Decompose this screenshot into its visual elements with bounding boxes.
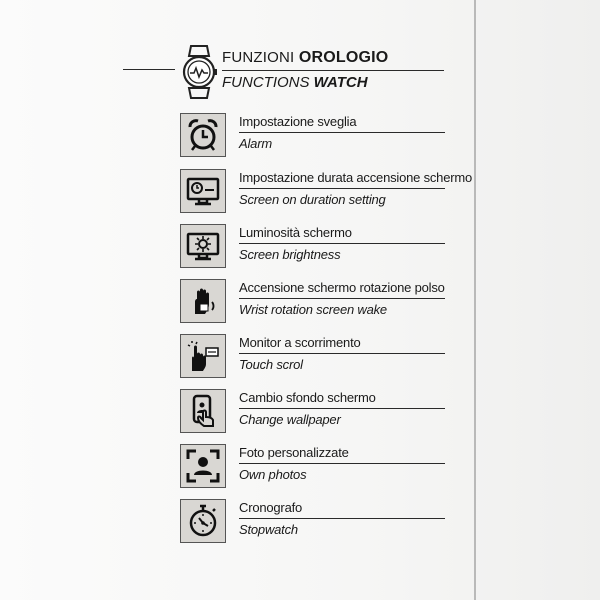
function-label-italian: Impostazione sveglia xyxy=(239,114,357,129)
function-icon-box xyxy=(180,113,226,157)
header-subtitle xyxy=(222,74,368,91)
wrist-rotation-icon xyxy=(186,284,220,318)
header-title-bold: OROLOGIO xyxy=(298,49,389,66)
function-label-italian: Luminosità schermo xyxy=(239,225,352,240)
function-rule xyxy=(239,132,445,133)
function-label-english: Stopwatch xyxy=(239,522,298,537)
function-icon-box xyxy=(180,444,226,488)
smartwatch-icon xyxy=(180,44,218,100)
alarm-clock-icon xyxy=(186,118,220,152)
function-label-english: Wrist rotation screen wake xyxy=(239,302,387,317)
function-label-italian: Cronografo xyxy=(239,500,303,515)
function-rule xyxy=(239,463,445,464)
function-item xyxy=(180,499,450,545)
function-icon-box xyxy=(180,279,226,323)
function-label-english: Touch scrol xyxy=(239,357,303,372)
function-label-italian: Accensione schermo rotazione polso xyxy=(239,280,445,295)
monitor-clock-icon xyxy=(186,174,220,208)
header-title-prefix: FUNZIONI xyxy=(222,49,295,66)
function-icon-box xyxy=(180,499,226,543)
stopwatch-icon xyxy=(186,504,220,538)
function-label-italian: Monitor a scorrimento xyxy=(239,335,361,350)
function-label-italian: Foto personalizzate xyxy=(239,445,349,460)
header-rule xyxy=(222,70,444,71)
function-icon-box xyxy=(180,389,226,433)
header-title xyxy=(222,49,444,67)
header-left-rule xyxy=(123,69,175,70)
header-subtitle-prefix: FUNCTIONS xyxy=(222,74,310,91)
function-icon-box xyxy=(180,169,226,213)
function-icon-box xyxy=(180,224,226,268)
function-label-italian: Impostazione durata accensione schermo xyxy=(239,170,473,185)
function-item xyxy=(180,444,450,490)
function-item xyxy=(180,389,450,435)
function-label-english: Change wallpaper xyxy=(239,412,341,427)
change-wallpaper-icon xyxy=(186,394,220,428)
function-icon-box xyxy=(180,334,226,378)
function-rule xyxy=(239,298,445,299)
function-item xyxy=(180,169,473,215)
function-rule xyxy=(239,188,445,189)
own-photo-icon xyxy=(186,449,220,483)
function-label-english: Screen brightness xyxy=(239,247,341,262)
function-item xyxy=(180,113,450,159)
function-rule xyxy=(239,518,445,519)
function-item xyxy=(180,334,450,380)
function-rule xyxy=(239,243,445,244)
function-item xyxy=(180,279,450,325)
monitor-brightness-icon xyxy=(186,229,220,263)
function-item xyxy=(180,224,450,270)
function-label-english: Alarm xyxy=(239,136,272,151)
touch-scroll-icon xyxy=(186,339,220,373)
function-rule xyxy=(239,408,445,409)
function-label-italian: Cambio sfondo schermo xyxy=(239,390,376,405)
page-edge-divider xyxy=(474,0,476,600)
function-rule xyxy=(239,353,445,354)
function-label-english: Own photos xyxy=(239,467,307,482)
function-label-english: Screen on duration setting xyxy=(239,192,386,207)
header-subtitle-bold: WATCH xyxy=(313,74,368,91)
